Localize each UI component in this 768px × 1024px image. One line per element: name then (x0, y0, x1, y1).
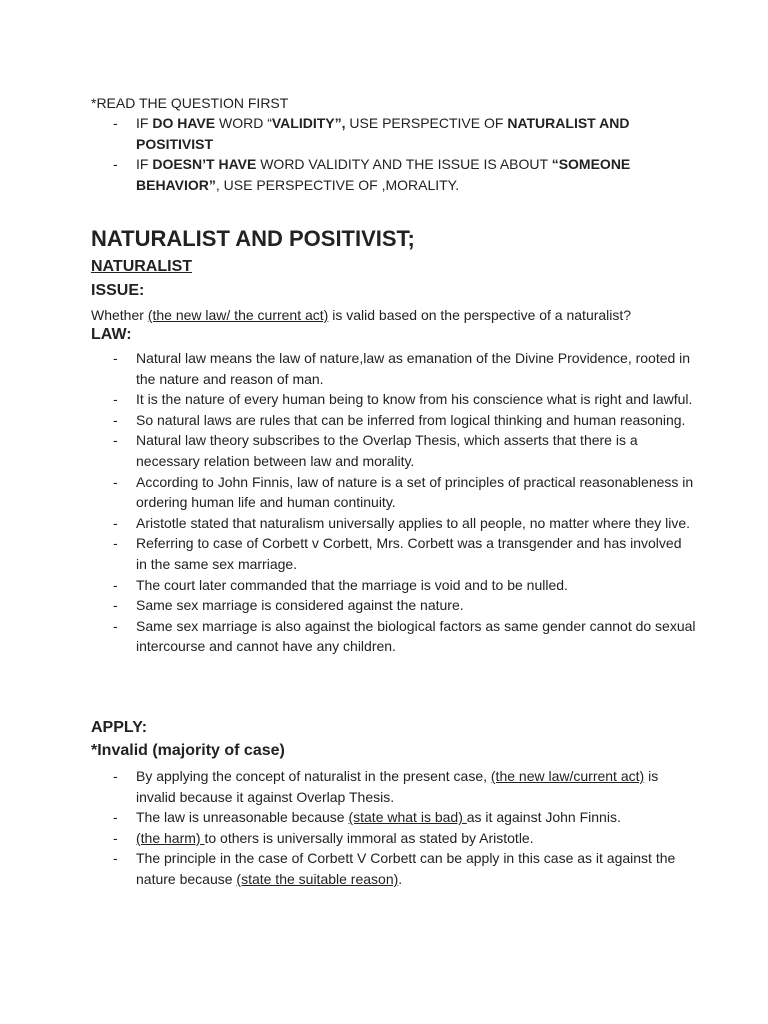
text-run: The principle in the case of Corbett V Corbett can be apply in this case as it against the nature because (136, 850, 676, 887)
bold-text: “SOMEONE BEHAVIOR” (136, 156, 631, 193)
bullet-dash: - (113, 829, 118, 846)
invalid-subheading: *Invalid (majority of case) (91, 742, 285, 759)
bullet-dash: - (113, 597, 118, 614)
bullet-dash: - (113, 768, 118, 784)
law-item-text: Referring to case of Corbett v Corbett, Mrs. Corbett was a transgender and has involved in the same sex marriage. (136, 535, 682, 572)
text-run: The law is unreasonable because (136, 809, 349, 826)
law-item-text: Same sex marriage is considered against the nature. (136, 597, 464, 614)
text-run: Whether (91, 307, 148, 323)
law-item-text: Same sex marriage is also against the biological factors as same gender cannot do sexual intercourse and cannot have any children. (136, 617, 696, 655)
bold-text: NATURALIST AND POSITIVIST (136, 115, 630, 152)
underlined-placeholder: (the harm) (136, 829, 205, 846)
text-run: , USE PERSPECTIVE OF ,MORALITY. (215, 176, 460, 193)
bullet-dash: - (113, 617, 118, 634)
law-item-text: Natural law theory subscribes to the Overlap Thesis, which asserts that there is a necessary relation between law and morality. (136, 432, 638, 469)
bullet-dash: - (113, 809, 118, 826)
underlined-placeholder: (the new law/ the current act) (147, 307, 329, 323)
text-run: is valid based on the perspective of a naturalist? (328, 307, 632, 323)
law-item-text: So natural laws are rules that can be inferred from logical thinking and human reasoning. (136, 411, 686, 428)
text-run: WORD VALIDITY AND THE ISSUE IS ABOUT (256, 156, 552, 173)
instruction-list (0, 113, 696, 195)
read-question-note: *READ THE QUESTION FIRST (91, 95, 289, 111)
law-item-text: According to John Finnis, law of nature is a set of principles of practical reasonableness in ordering human life and human continuity. (136, 473, 694, 511)
bullet-dash: - (113, 115, 118, 131)
apply-item (0, 848, 696, 889)
apply-list (0, 766, 696, 890)
law-list (0, 348, 696, 657)
text-run: . (398, 870, 403, 887)
bold-text: VALIDITY”, (271, 115, 346, 131)
underlined-placeholder: (state the suitable reason) (236, 870, 399, 887)
law-item (0, 472, 696, 513)
apply-heading: APPLY: (91, 719, 148, 736)
section-title: NATURALIST AND POSITIVIST; (91, 226, 415, 251)
law-item (0, 389, 696, 410)
apply-item (0, 766, 696, 807)
underlined-placeholder: (the new law/current act) (490, 768, 645, 784)
bold-text: DO HAVE (152, 115, 216, 131)
bullet-dash: - (113, 514, 118, 531)
bullet-dash: - (113, 432, 118, 449)
issue-statement (91, 305, 691, 325)
text-run: By applying the concept of naturalist in the present case, (136, 768, 491, 784)
bullet-dash: - (113, 350, 118, 366)
law-item-text: Aristotle stated that naturalism universally applies to all people, no matter where they live. (136, 514, 691, 531)
law-item (0, 616, 696, 657)
underlined-placeholder: (state what is bad) (348, 809, 467, 826)
law-heading: LAW: (91, 326, 132, 343)
law-item (0, 533, 696, 574)
law-item (0, 348, 696, 389)
naturalist-heading: NATURALIST (91, 258, 193, 275)
text-run: USE PERSPECTIVE OF (345, 115, 508, 131)
law-item (0, 595, 696, 616)
text-run: IF (136, 156, 153, 173)
law-item-text: The court later commanded that the marriage is void and to be nulled. (136, 576, 568, 593)
bullet-dash: - (113, 535, 118, 552)
law-item-text: It is the nature of every human being to know from his conscience what is right and lawful. (136, 391, 693, 408)
law-item (0, 430, 696, 471)
text-run: is invalid because it against Overlap Thesis. (136, 768, 659, 805)
text-run: as it against John Finnis. (466, 809, 621, 826)
text-run: to others is universally immoral as stated by Aristotle. (204, 829, 534, 846)
instruction-item (0, 113, 696, 154)
bullet-dash: - (113, 473, 118, 490)
apply-item (0, 807, 696, 828)
law-item (0, 410, 696, 431)
apply-item (0, 828, 696, 849)
instruction-item (0, 154, 696, 195)
text-run: WORD “ (215, 115, 272, 131)
bullet-dash: - (113, 156, 118, 173)
bold-text: DOESN’T HAVE (152, 156, 257, 173)
bullet-dash: - (113, 850, 118, 867)
law-item (0, 513, 696, 534)
bullet-dash: - (113, 391, 118, 408)
law-item-text: Natural law means the law of nature,law as emanation of the Divine Providence, rooted in the nature and reason of man. (136, 350, 691, 387)
law-item (0, 575, 696, 596)
bullet-dash: - (113, 411, 118, 428)
issue-heading: ISSUE: (91, 282, 145, 299)
bullet-dash: - (113, 576, 118, 593)
text-run: IF (136, 115, 153, 131)
